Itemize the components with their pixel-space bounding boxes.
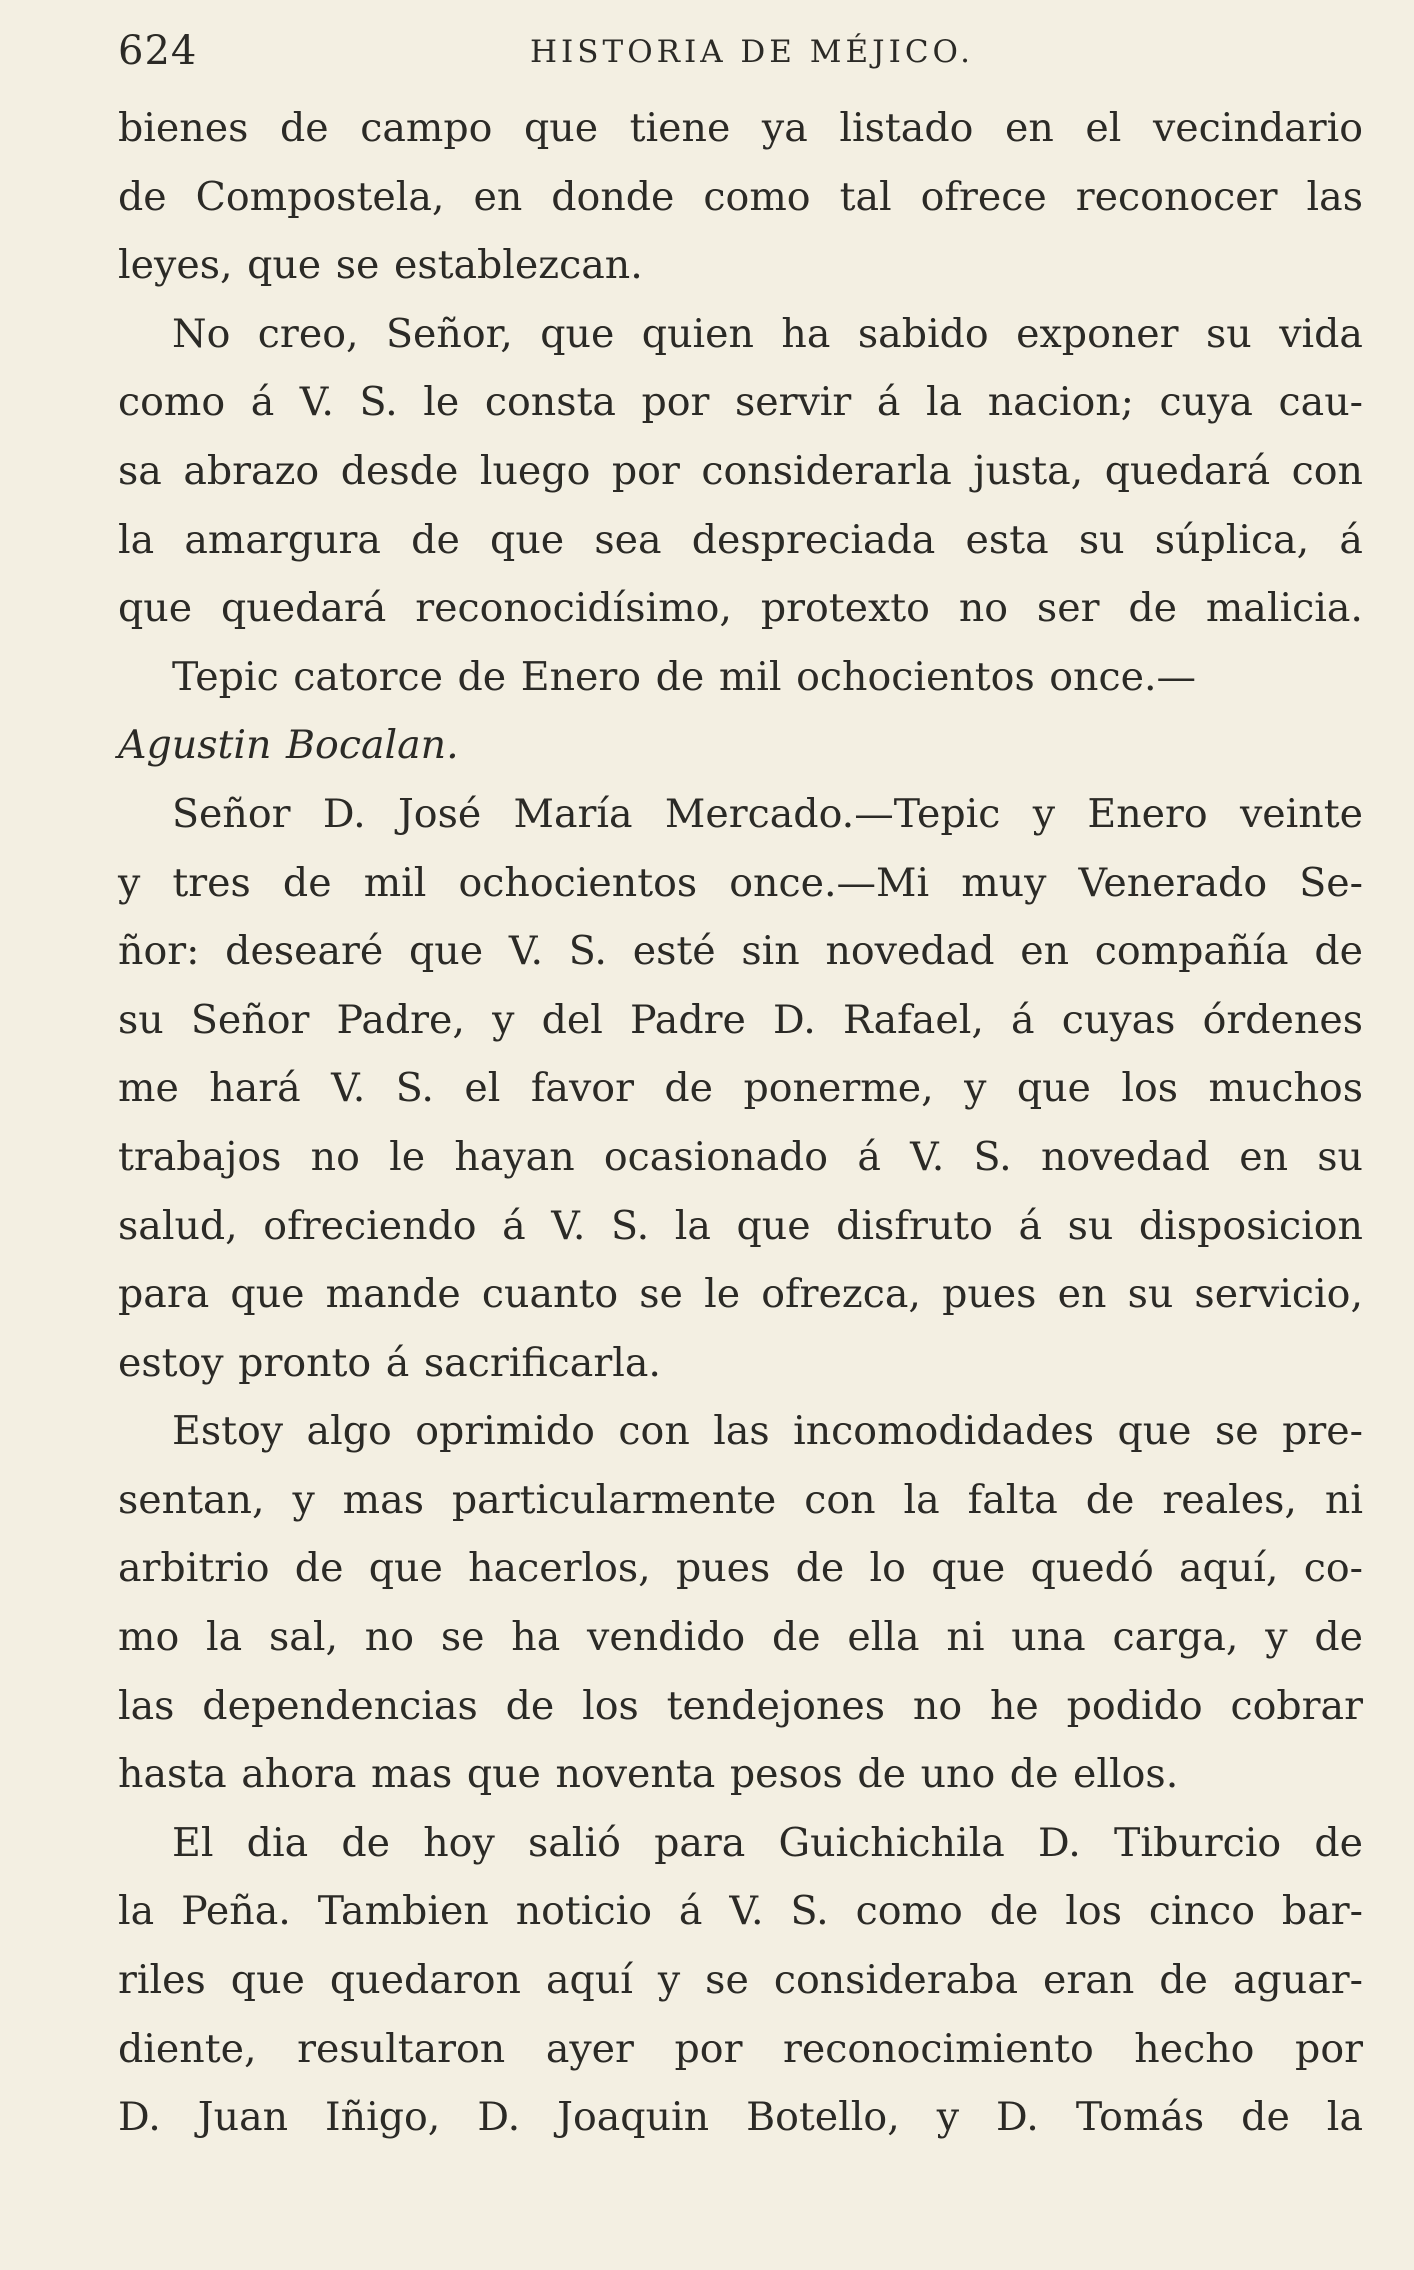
text-line: trabajos no le hayan ocasionado á V. S. novedad en su (118, 1133, 1363, 1180)
page-number: 624 (118, 28, 198, 74)
text-line: leyes, que se establezcan. (118, 242, 643, 289)
text-line: sentan, y mas particularmente con la falta de reales, ni (118, 1476, 1363, 1523)
text-line: estoy pronto á sacrificarla. (118, 1339, 661, 1386)
page-header (118, 28, 1362, 78)
text-line: como á V. S. le consta por servir á la nacion; cuya cau- (118, 379, 1363, 426)
text-line: de Compostela, en donde como tal ofrece reconocer las (118, 173, 1363, 220)
text-line: las dependencias de los tendejones no he podido cobrar (118, 1682, 1363, 1729)
text-line: diente, resultaron ayer por reconocimiento hecho por (118, 2025, 1363, 2072)
text-line: sa abrazo desde luego por considerarla justa, quedará con (118, 447, 1363, 494)
text-line: salud, ofreciendo á V. S. la que disfruto á su disposicion (118, 1202, 1363, 1249)
text-line: la amargura de que sea despreciada esta su súplica, á (118, 516, 1363, 563)
text-line: bienes de campo que tiene ya listado en el vecindario (118, 105, 1363, 151)
text-line: arbitrio de que hacerlos, pues de lo que quedó aquí, co- (118, 1545, 1363, 1592)
text-line: me hará V. S. el favor de ponerme, y que los muchos (118, 1065, 1363, 1112)
text-line: la Peña. Tambien noticio á V. S. como de los cinco bar- (118, 1888, 1363, 1935)
text-line: ñor: desearé que V. S. esté sin novedad en compañía de (118, 928, 1363, 975)
text-line: Tepic catorce de Enero de mil ochocientos once.— (172, 653, 1197, 700)
text-line: riles que quedaron aquí y se consideraba eran de aguar- (118, 1957, 1363, 2004)
text-line: su Señor Padre, y del Padre D. Rafael, á cuyas órdenes (118, 996, 1363, 1043)
text-line: mo la sal, no se ha vendido de ella ni una carga, y de (118, 1614, 1363, 1661)
body-text (118, 94, 1363, 2152)
text-line: y tres de mil ochocientos once.—Mi muy Venerado Se- (118, 859, 1363, 906)
text-line: Señor D. José María Mercado.—Tepic y Enero veinte (172, 790, 1363, 837)
text-line: que quedará reconocidísimo, protexto no ser de malicia. (118, 585, 1363, 632)
text-line: No creo, Señor, que quien ha sabido exponer su vida (172, 310, 1363, 357)
text-line: hasta ahora mas que noventa pesos de uno de ellos. (118, 1751, 1179, 1798)
running-title: HISTORIA DE MÉJICO. (530, 34, 974, 70)
text-line: para que mande cuanto se le ofrezca, pues en su servicio, (118, 1271, 1363, 1318)
text-line: El dia de hoy salió para Guichichila D. Tiburcio de (172, 1819, 1363, 1866)
text-line: D. Juan Iñigo, D. Joaquin Botello, y D. Tomás de la (118, 2094, 1363, 2141)
signature-line: Agustin Bocalan. (118, 722, 459, 769)
text-line: Estoy algo oprimido con las incomodidades que se pre- (172, 1408, 1363, 1455)
